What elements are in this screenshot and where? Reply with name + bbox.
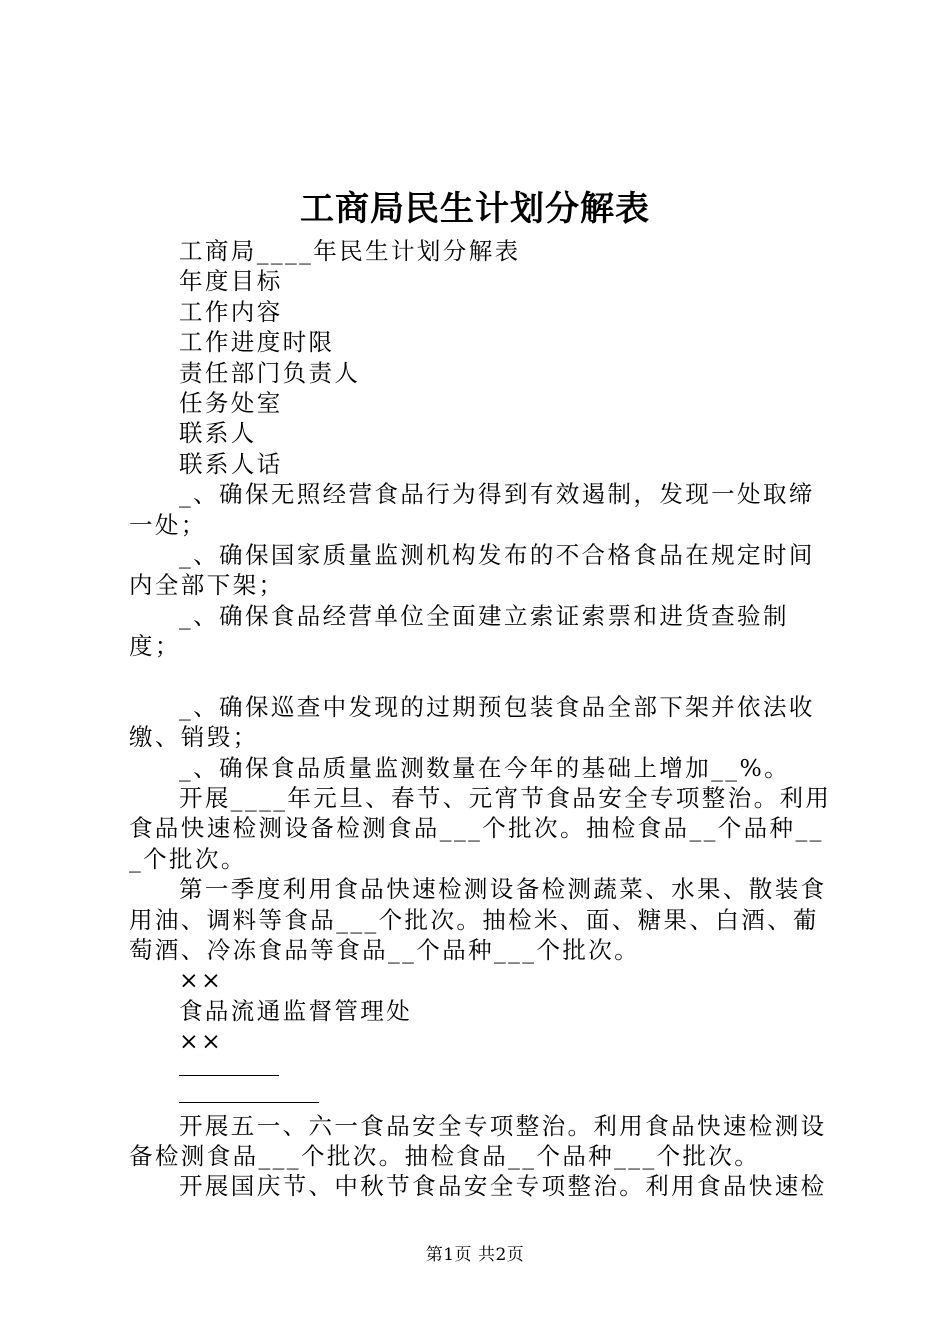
label-work-schedule: 工作进度时限 bbox=[179, 328, 335, 357]
page-number: 第1页 共2页 bbox=[425, 1245, 525, 1265]
label-contact-phone: 联系人话 bbox=[179, 449, 283, 478]
label-annual-goal: 年度目标 bbox=[179, 267, 283, 296]
work-paragraph: 开展五一、六一食品安全专项整治。利用食品快速检测设备检测食品___个批次。抽检食品__个品种___个批次。 bbox=[129, 1111, 827, 1170]
document-title: 工商局民生计划分解表 bbox=[300, 189, 650, 229]
work-paragraph: 开展____年元旦、春节、元宵节食品安全专项整治。利用食品快速检测设备检测食品___个批次。抽检食品__个品种___个批次。 bbox=[129, 783, 832, 873]
department-name: 食品流通监督管理处 bbox=[179, 996, 413, 1025]
blank-underline bbox=[179, 1075, 279, 1076]
goal-item: _、确保食品经营单位全面建立索证索票和进货查验制度； bbox=[129, 601, 789, 661]
table-heading: 工商局____年民生计划分解表 bbox=[179, 237, 521, 265]
goal-item: _、确保国家质量监测机构发布的不合格食品在规定时间内全部下架； bbox=[129, 541, 815, 600]
contact-placeholder: ×× bbox=[179, 1027, 224, 1056]
label-responsible-leader: 责任部门负责人 bbox=[179, 358, 361, 387]
goal-item: _、确保食品质量监测数量在今年的基础上增加__%。 bbox=[179, 753, 791, 782]
document-body bbox=[129, 236, 834, 1202]
goal-item: _、确保巡查中发现的过期预包装食品全部下架并依法收缴、销毁； bbox=[129, 692, 815, 752]
contact-placeholder: ×× bbox=[179, 966, 224, 995]
goal-item: _、确保无照经营食品行为得到有效遏制，发现一处取缔一处； bbox=[129, 480, 815, 539]
label-work-content: 工作内容 bbox=[179, 297, 283, 326]
work-paragraph: 第一季度利用食品快速检测设备检测蔬菜、水果、散装食用油、调料等食品___个批次。抽检米、面、糖果、白酒、葡萄酒、冷冻食品等食品__个品种___个批次。 bbox=[129, 875, 827, 964]
work-paragraph: 开展国庆节、中秋节食品安全专项整治。利用食品快速检 bbox=[179, 1172, 827, 1201]
label-contact: 联系人 bbox=[179, 419, 257, 448]
label-task-office: 任务处室 bbox=[179, 389, 283, 418]
blank-underline bbox=[179, 1102, 319, 1103]
